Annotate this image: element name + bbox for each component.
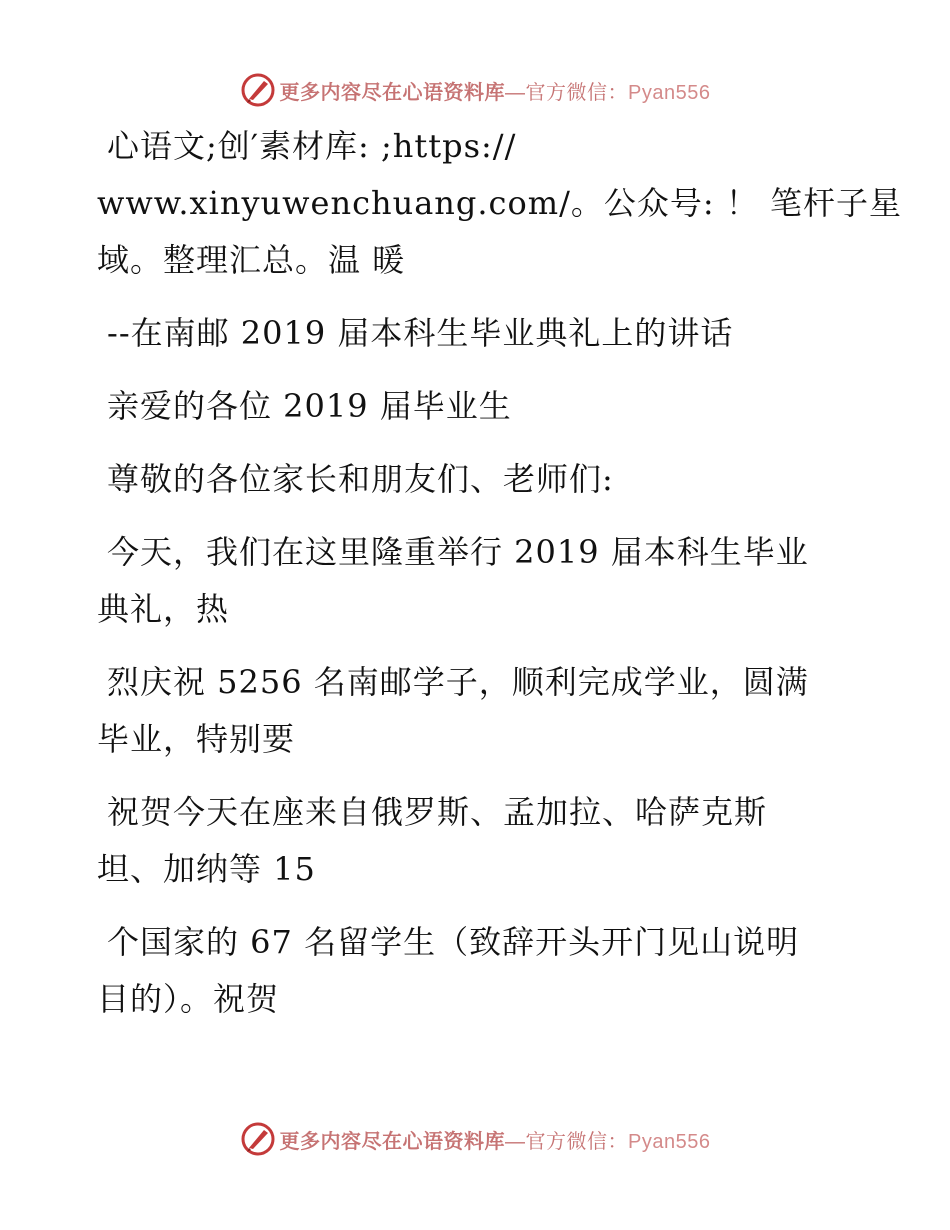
paragraph [97, 654, 837, 768]
text-line: 烈庆祝 5256 名南邮学子，顺利完成学业，圆满 [107, 663, 809, 701]
text-line: 域。整理汇总。温 暖 [97, 241, 406, 279]
quill-logo-icon [240, 1121, 276, 1157]
paragraph-gap [97, 638, 837, 654]
text-line: 个国家的 67 名留学生（致辞开头开门见山说明 [107, 923, 800, 961]
paragraph [97, 784, 837, 898]
text-line: 毕业，特别要 [97, 720, 296, 758]
header-watermark [0, 70, 950, 110]
paragraph-gap [97, 289, 837, 305]
watermark-main-text: 更多内容尽在心语资料库 [279, 1130, 506, 1153]
paragraph-gap [97, 435, 837, 451]
watermark-wechat-id: Pyan556 [628, 81, 711, 104]
text-line: 目的）。祝贺 [97, 980, 280, 1018]
watermark-wechat-id: Pyan556 [628, 1130, 711, 1153]
watermark-label: 官方微信： [525, 81, 629, 104]
watermark-label: 官方微信： [525, 1130, 629, 1153]
paragraph-gap [97, 768, 837, 784]
paragraph [97, 118, 902, 289]
paragraph [97, 451, 837, 508]
paragraph [97, 305, 837, 362]
text-line: 坦、加纳等 15 [97, 850, 316, 888]
text-line: --在南邮 2019 届本科生毕业典礼上的讲话 [107, 314, 734, 352]
paragraph [97, 524, 837, 638]
text-line: 今天，我们在这里隆重举行 2019 届本科生毕业 [107, 533, 809, 571]
paragraph-gap [97, 362, 837, 378]
text-line: 心语文;创′素材库: ;https:// [107, 127, 517, 165]
text-line: 尊敬的各位家长和朋友们、老师们: [107, 460, 614, 498]
text-line: 亲爱的各位 2019 届毕业生 [107, 387, 512, 425]
watermark-main-text: 更多内容尽在心语资料库 [279, 81, 506, 104]
paragraph-gap [97, 508, 837, 524]
text-line: 典礼，热 [97, 590, 230, 628]
text-line: www.xinyuwenchuang.com/。公众号: ！ 笔杆子星 [97, 184, 902, 222]
paragraph [97, 378, 837, 435]
quill-logo-icon [240, 72, 276, 108]
watermark-separator: — [505, 1130, 526, 1153]
paragraph [97, 914, 837, 1028]
paragraph-gap [97, 898, 837, 914]
watermark-separator: — [505, 81, 526, 104]
text-line: 祝贺今天在座来自俄罗斯、孟加拉、哈萨克斯 [107, 793, 768, 831]
footer-watermark [0, 1119, 950, 1159]
document-body [97, 118, 902, 1028]
